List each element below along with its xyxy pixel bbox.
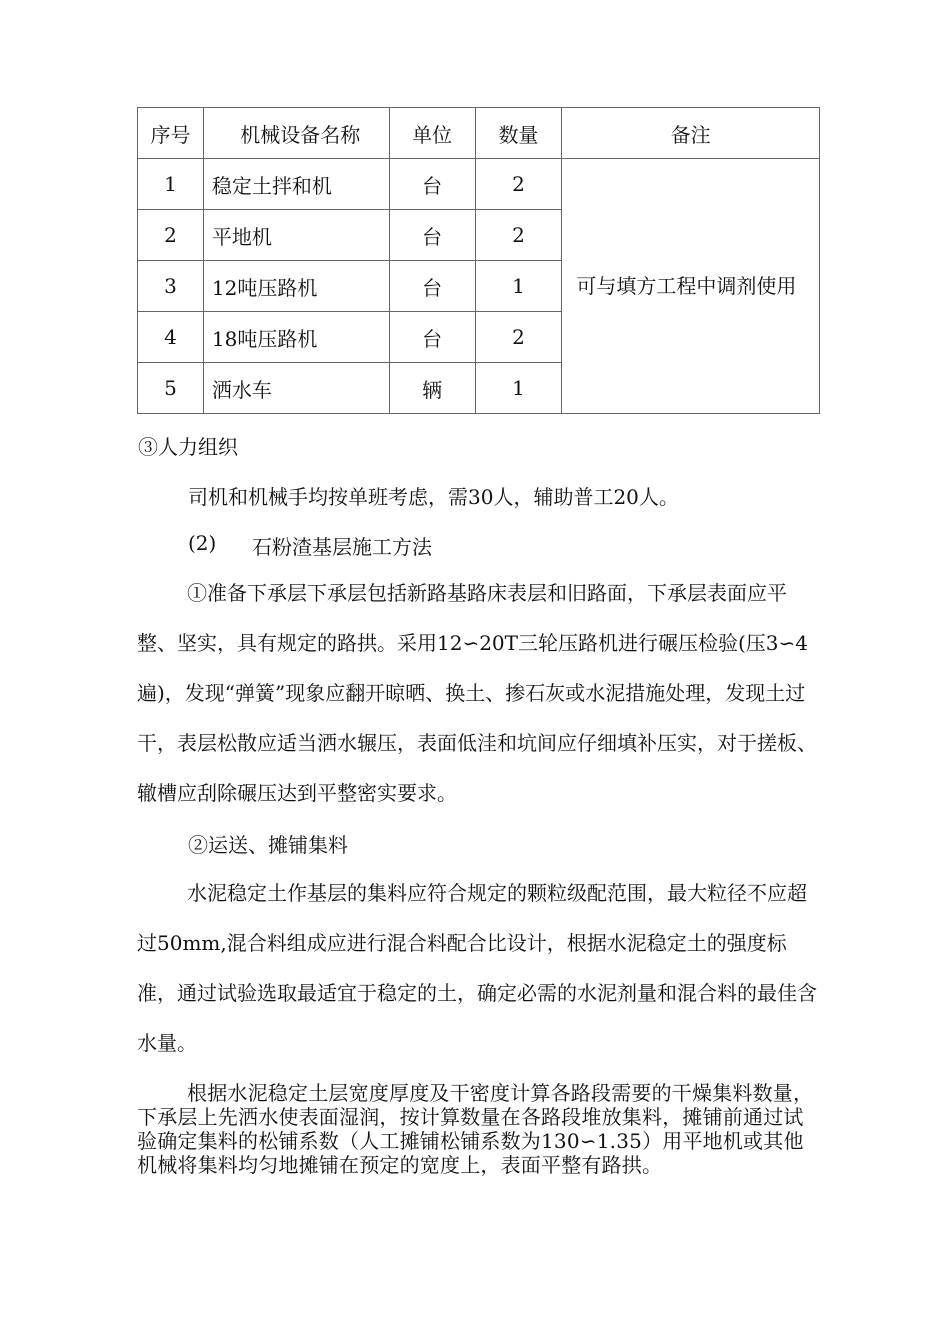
cell-qty: 2 (475, 312, 562, 363)
cell-no: 4 (138, 312, 204, 363)
cell-no: 1 (138, 159, 204, 210)
cell-name: 洒水车 (203, 363, 389, 414)
cell-qty: 1 (475, 363, 562, 414)
labor-text: 司机和机械手均按单班考虑，需30人，辅助普工20人。 (188, 485, 679, 509)
cell-name: 稳定土拌和机 (203, 159, 389, 210)
cell-unit: 辆 (389, 363, 475, 414)
cell-unit: 台 (389, 210, 475, 261)
heading-labor: ③人力组织 (138, 435, 238, 459)
step1-paragraph: ①准备下承层下承层包括新路基路床表层和旧路面，下承层表面应平整、坚实，具有规定的路拱。采用12∽20T三轮压路机进行碾压检验(压3∽4遍)，发现“弹簧”现象应翻开晾晒、换土、掺石灰或水泥措施处理，发现土过干，表层松散应适当洒水辗压，表面低洼和坑间应仔细填补压实，对于搓板、辙槽应刮除碾压达到平整密实要求。 (137, 581, 817, 805)
cell-name: 18吨压路机 (203, 312, 389, 363)
cell-note: 可与填方工程中调剂使用 (562, 159, 820, 414)
step3-paragraph: 根据水泥稳定土层宽度厚度及干密度计算各路段需要的干燥集料数量，下承层上先洒水使表面湿润，按计算数量在各路段堆放集料，摊铺前通过试验确定集料的松铺系数（人工摊铺松铺系数为130∽1.35）用平地机或其他机械将集料均匀地摊铺在预定的宽度上，表面平整有路拱。 (137, 1081, 814, 1177)
cell-no: 5 (138, 363, 204, 414)
header-name: 机械设备名称 (203, 108, 389, 159)
cell-name: 12吨压路机 (203, 261, 389, 312)
cell-qty: 2 (475, 159, 562, 210)
header-unit: 单位 (389, 108, 475, 159)
table-header-row (138, 108, 820, 159)
step2-paragraph: 水泥稳定土作基层的集料应符合规定的颗粒级配范围，最大粒径不应超过50mm,混合料组成应进行混合料配合比设计，根据水泥稳定土的强度标准，通过试验选取最适宜于稳定的土，确定必需的水泥剂量和混合料的最佳含水量。 (137, 881, 817, 1055)
cell-qty: 2 (475, 210, 562, 261)
cell-no: 3 (138, 261, 204, 312)
section2-title: 石粉渣基层施工方法 (252, 535, 432, 559)
cell-name: 平地机 (203, 210, 389, 261)
step2-heading: ②运送、摊铺集料 (188, 833, 348, 857)
cell-unit: 台 (389, 159, 475, 210)
cell-unit: 台 (389, 312, 475, 363)
cell-unit: 台 (389, 261, 475, 312)
section2-number: (2) (188, 531, 217, 555)
header-qty: 数量 (475, 108, 562, 159)
cell-qty: 1 (475, 261, 562, 312)
cell-no: 2 (138, 210, 204, 261)
header-no: 序号 (138, 108, 204, 159)
header-note: 备注 (562, 108, 820, 159)
table-row (138, 159, 820, 210)
equipment-table (137, 107, 820, 414)
